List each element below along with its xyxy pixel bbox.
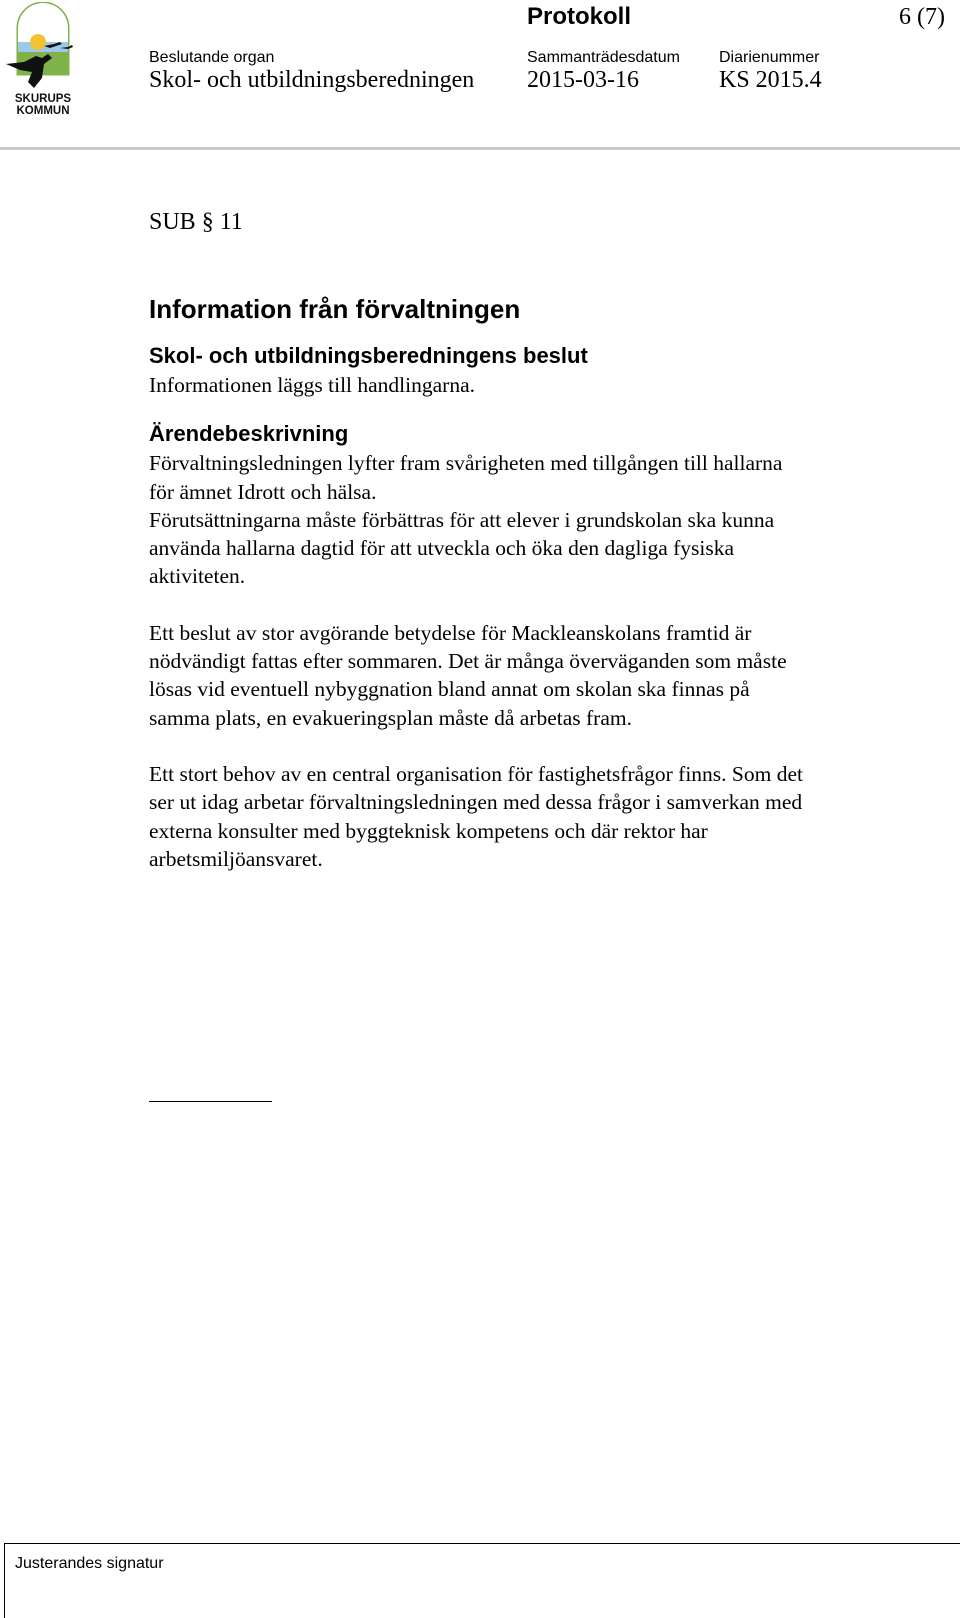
meeting-date-label: Sammanträdesdatum: [527, 49, 680, 66]
header-divider: [0, 147, 960, 150]
skurups-kommun-logo: [2, 2, 84, 118]
registration-number-label: Diarienummer: [719, 49, 820, 66]
signature-label: Justerandes signatur: [15, 1555, 164, 1572]
logo-text-line1: SKURUPS: [14, 93, 72, 105]
decision-body-label: Beslutande organ: [149, 49, 275, 66]
description-paragraph-2: Ett beslut av stor avgörande betydelse för Mackleanskolans framtid är nödvändigt fattas efter sommaren. Det är många överväganden som måste lösas vid eventuell nybyggnation bland annat om skolan ska finnas på samma plats, en evakueringsplan måste då arbetas fram.: [149, 620, 787, 730]
signature-line: [149, 1101, 272, 1102]
logo-text-line2: KOMMUN: [16, 105, 70, 117]
document-title: Protokoll: [527, 3, 632, 30]
page-number: 6 (7): [899, 4, 945, 30]
registration-number-value: KS 2015.4: [719, 67, 822, 93]
description-paragraph-3: Ett stort behov av en central organisation för fastighetsfrågor finns. Som det ser ut idag arbetar förvaltningsledningen med dessa frågor i samverkan med externa konsulter med byggteknisk kompetens och där rektor har arbetsmiljöansvaret.: [149, 761, 803, 871]
decision-text: Informationen läggs till handlingarna.: [149, 373, 475, 397]
section-title: Information från förvaltningen: [149, 294, 521, 324]
description-heading: Ärendebeskrivning: [149, 421, 349, 447]
meeting-date-value: 2015-03-16: [527, 67, 639, 93]
description-paragraph-1: Förvaltningsledningen lyfter fram svårigheten med tillgången till hallarna för ämnet Idrott och hälsa. Förutsättningarna måste förbättras för att elever i grundskolan ska kunna använda hallarna dagtid för att utveckla och öka den dagliga fysiska aktiviteten.: [149, 451, 783, 589]
decision-heading: Skol- och utbildningsberedningens beslut: [149, 343, 588, 368]
section-id: SUB § 11: [149, 209, 243, 235]
document-body: [149, 205, 929, 873]
decision-body-value: Skol- och utbildningsberedningen: [149, 67, 475, 93]
